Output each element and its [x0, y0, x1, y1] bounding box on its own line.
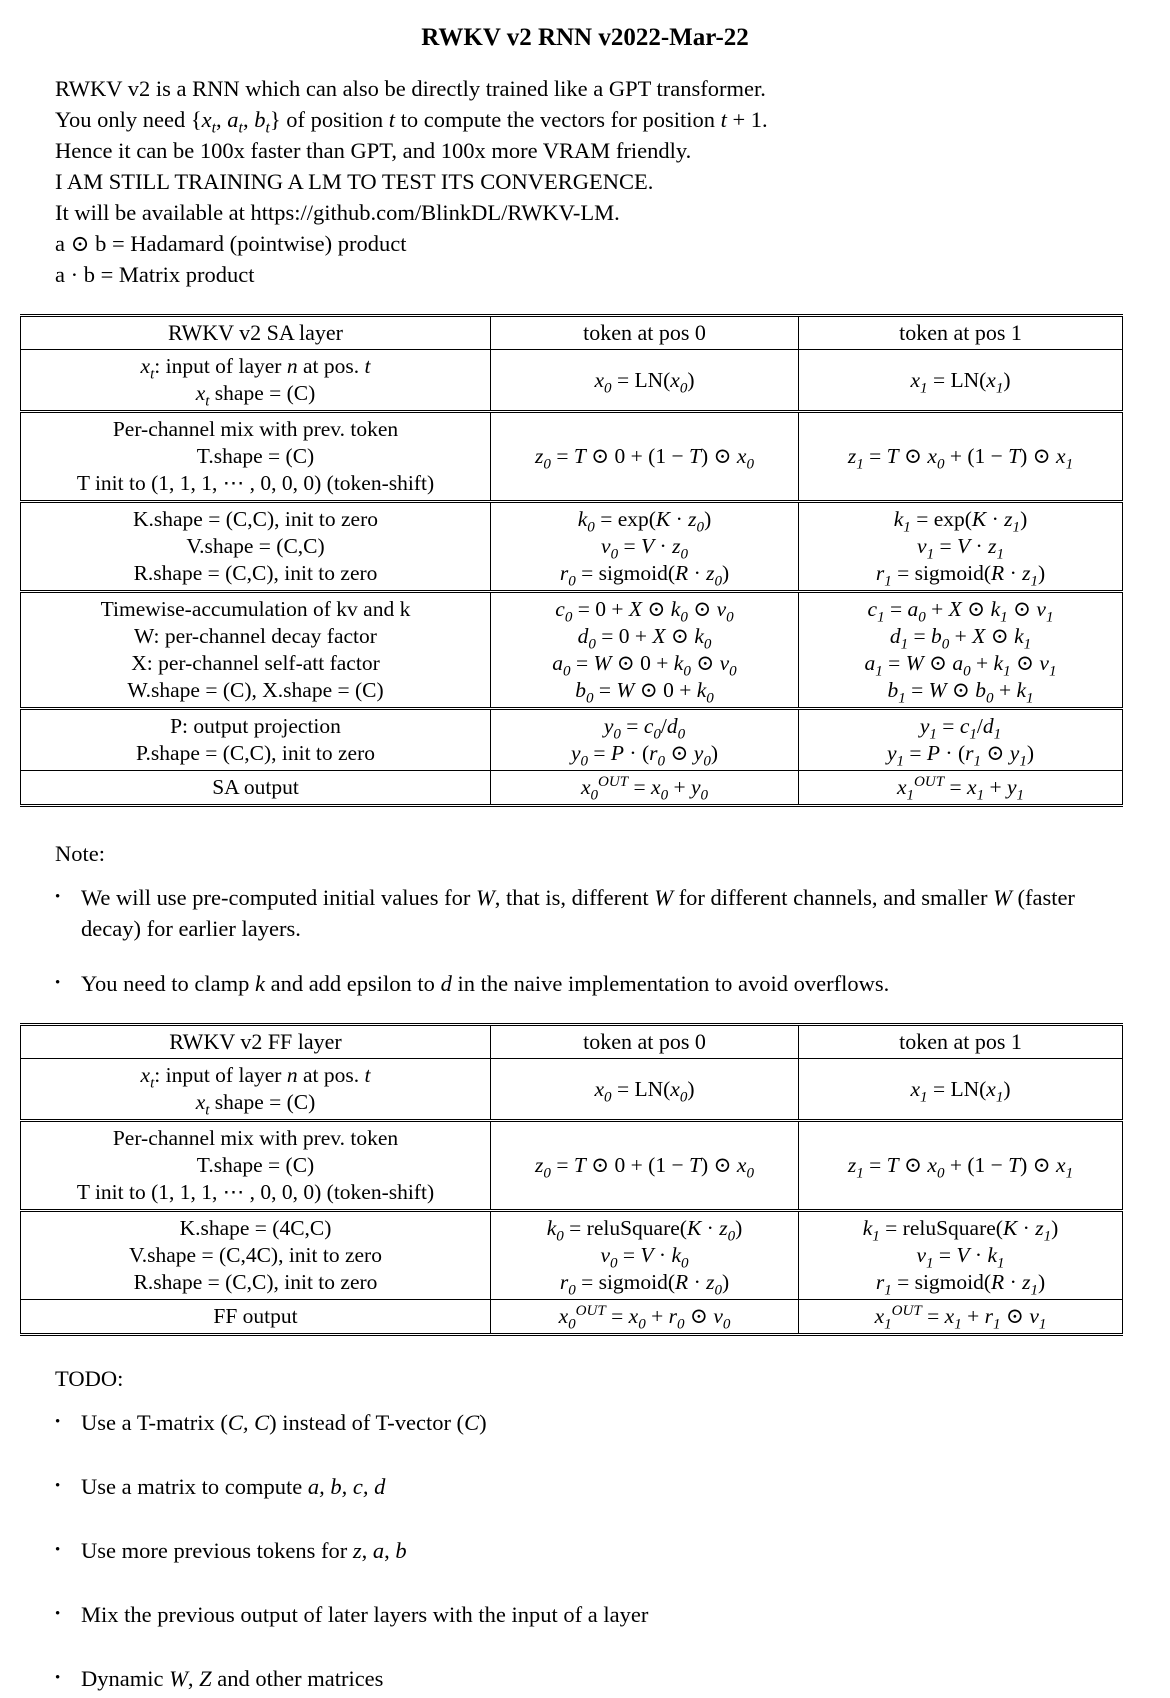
formula-line: $v_1 = V \cdot k_1$ — [916, 1243, 1005, 1272]
sa-input-desc-cell — [21, 350, 491, 412]
desc-line: $x_t$ shape = (C) — [195, 381, 316, 410]
formula-line: $x_1^{OUT} = x_1 + r_1$ ⊙ $v_1$ — [874, 1302, 1047, 1333]
todo-item-text: Dynamic W, Z and other matrices — [81, 1666, 384, 1691]
formula-line: $x_0 = LN(x_0)$ — [594, 1076, 695, 1105]
formula-line: $y_0 = c_0/d_0$ — [603, 714, 686, 743]
formula-line: $x_0^{OUT} = x_0 + y_0$ — [580, 773, 709, 804]
sa-output-desc-cell — [21, 771, 491, 806]
formula-line: $x_1 = LN(x_1)$ — [910, 367, 1011, 396]
sa-acc-pos1-cell — [799, 592, 1123, 709]
formula-line: $y_1 = P \cdot (r_1$ ⊙ $y_1$) — [886, 741, 1035, 770]
formula-line: $d_1 = b_0 + X$ ⊙ $k_1$ — [889, 624, 1032, 653]
sa-header-pos1: token at pos 1 — [799, 316, 1123, 350]
desc-line: $x_t$ shape = (C) — [195, 1090, 316, 1119]
desc-line: T.shape = (C) — [196, 1153, 315, 1177]
todo-item-text: Use a T-matrix (C, C) instead of T-vector (C) — [81, 1410, 487, 1435]
ff-row-kvr — [21, 1211, 1123, 1300]
formula-line: $c_1 = a_0 + X$ ⊙ $k_1$ ⊙ $v_1$ — [867, 597, 1054, 626]
desc-line: T init to (1, 1, 1, ⋯ , 0, 0, 0) (token-shift) — [76, 471, 435, 495]
formula-line: $y_1 = c_1/d_1$ — [919, 714, 1002, 743]
desc-line: Timewise-accumulation of kv and k — [100, 597, 411, 621]
ff-row-token-mix — [21, 1121, 1123, 1211]
todo-item — [55, 1663, 1130, 1694]
sa-output-pos1-cell — [799, 771, 1123, 806]
intro-line: Hence it can be 100x faster than GPT, and 100x more VRAM friendly. — [55, 138, 692, 163]
sa-input-pos0-cell — [491, 350, 799, 412]
desc-line: $x_t$: input of layer n at pos. t — [140, 1063, 371, 1092]
ff-output-pos0-cell — [491, 1300, 799, 1335]
note-item-text: You need to clamp k and add epsilon to d in the naive implementation to avoid overflows. — [81, 971, 890, 996]
formula-line: $k_0$ = reluSquare(K · $z_0$) — [546, 1216, 743, 1245]
desc-line: W: per-channel decay factor — [134, 624, 377, 648]
intro-paragraph — [55, 73, 1115, 290]
formula-line: $v_1 = V \cdot z_1$ — [917, 534, 1004, 563]
intro-line: I AM STILL TRAINING A LM TO TEST ITS CONVERGENCE. — [55, 169, 654, 194]
desc-line: T.shape = (C) — [196, 444, 315, 468]
todo-item — [55, 1471, 1130, 1502]
ff-header-layer: RWKV v2 FF layer — [21, 1025, 491, 1059]
ff-layer-table — [20, 1023, 1123, 1336]
desc-line: T init to (1, 1, 1, ⋯ , 0, 0, 0) (token-shift) — [76, 1180, 435, 1204]
formula-line: $r_0$ = sigmoid(R · $z_0$) — [559, 561, 730, 590]
note-list — [55, 882, 1130, 999]
formula-line: $y_0 = P \cdot (r_0$ ⊙ $y_0$) — [570, 741, 719, 770]
note-item — [55, 882, 1130, 944]
todo-item — [55, 1599, 1130, 1630]
formula-line: $v_0 = V \cdot z_0$ — [601, 534, 688, 563]
sa-output-pos0-cell — [491, 771, 799, 806]
formula-line: $k_0 = \exp(K \cdot z_0)$ — [577, 507, 712, 536]
formula-line: $k_1 = \exp(K \cdot z_1)$ — [893, 507, 1028, 536]
desc-line: Per-channel mix with prev. token — [112, 1126, 399, 1150]
formula-line: $x_1^{OUT} = x_1 + y_1$ — [896, 773, 1025, 804]
sa-kvr-pos1-cell — [799, 502, 1123, 592]
formula-line: $b_0 = W$ ⊙ $0 + k_0$ — [575, 678, 714, 707]
ff-mix-pos1-cell — [799, 1121, 1123, 1211]
desc-line: R.shape = (C,C), init to zero — [133, 1270, 378, 1294]
sa-kvr-pos0-cell — [491, 502, 799, 592]
bullet-icon: • — [55, 975, 61, 991]
ff-kvr-desc-cell — [21, 1211, 491, 1300]
desc-line: K.shape = (4C,C) — [179, 1216, 332, 1240]
sa-acc-pos0-cell — [491, 592, 799, 709]
formula-line: $z_1 = T$ ⊙ $x_0 + (1 - T)$ ⊙ $x_1$ — [847, 1153, 1074, 1182]
desc-line: W.shape = (C), X.shape = (C) — [127, 678, 384, 702]
intro-line: You only need {$x_t$, $a_t$, $b_t$} of position t to compute the vectors for position t + 1. — [55, 107, 768, 137]
desc-line: V.shape = (C,C) — [186, 534, 325, 558]
formula-line: $r_1$ = sigmoid(R · $z_1$) — [875, 561, 1046, 590]
sa-header-layer: RWKV v2 SA layer — [21, 316, 491, 350]
desc-line: P.shape = (C,C), init to zero — [135, 741, 376, 765]
ff-output-pos1-cell — [799, 1300, 1123, 1335]
formula-line: $v_0 = V \cdot k_0$ — [600, 1243, 689, 1272]
sa-row-kvr — [21, 502, 1123, 592]
formula-line: $b_1 = W$ ⊙ $b_0 + k_1$ — [887, 678, 1034, 707]
sa-layer-table — [20, 314, 1123, 807]
document-page — [0, 24, 1170, 1698]
formula-line: $z_0 = T$ ⊙ 0 + (1 − T) ⊙ $x_0$ — [535, 444, 754, 473]
formula-line: $k_1$ = reluSquare(K · $z_1$) — [862, 1216, 1059, 1245]
note-item — [55, 968, 1130, 999]
ff-mix-desc-cell — [21, 1121, 491, 1211]
page-title: RWKV v2 RNN v2022-Mar-22 — [421, 24, 749, 51]
formula-line: $x_1 = LN(x_1)$ — [910, 1076, 1011, 1105]
formula-line: $z_1 = T$ ⊙ $x_0 + (1 - T)$ ⊙ $x_1$ — [847, 444, 1074, 473]
sa-header-pos0: token at pos 0 — [491, 316, 799, 350]
desc-line: K.shape = (C,C), init to zero — [133, 507, 378, 531]
desc-line: Per-channel mix with prev. token — [112, 417, 399, 441]
bullet-icon: • — [55, 1414, 61, 1430]
sa-proj-desc-cell — [21, 709, 491, 771]
todo-item-text: Use a matrix to compute a, b, c, d — [81, 1474, 386, 1499]
sa-input-pos1-cell — [799, 350, 1123, 412]
ff-header-pos0: token at pos 0 — [491, 1025, 799, 1059]
note-label: Note: — [55, 841, 105, 866]
ff-row-output — [21, 1300, 1123, 1335]
sa-acc-desc-cell — [21, 592, 491, 709]
ff-mix-pos0-cell — [491, 1121, 799, 1211]
sa-mix-pos1-cell — [799, 412, 1123, 502]
sa-row-token-mix — [21, 412, 1123, 502]
repo-url-line: It will be available at https://github.com/BlinkDL/RWKV-LM. — [55, 200, 620, 225]
bullet-icon: • — [55, 1670, 61, 1686]
ff-header-pos1: token at pos 1 — [799, 1025, 1123, 1059]
ff-input-desc-cell — [21, 1059, 491, 1121]
formula-line: $r_0$ = sigmoid(R · $z_0$) — [559, 1270, 730, 1299]
desc-line: FF output — [213, 1304, 298, 1328]
sa-row-input — [21, 350, 1123, 412]
formula-line: $a_1 = W$ ⊙ $a_0 + k_1$ ⊙ $v_1$ — [864, 651, 1057, 680]
formula-line: $r_1$ = sigmoid(R · $z_1$) — [875, 1270, 1046, 1299]
todo-item — [55, 1535, 1130, 1566]
sa-proj-pos0-cell — [491, 709, 799, 771]
bullet-icon: • — [55, 1606, 61, 1622]
desc-line: V.shape = (C,4C), init to zero — [129, 1243, 382, 1267]
sa-row-projection — [21, 709, 1123, 771]
bullet-icon: • — [55, 1542, 61, 1558]
sa-header-row — [21, 316, 1123, 350]
formula-line: $x_0^{OUT} = x_0 + r_0$ ⊙ $v_0$ — [558, 1302, 731, 1333]
formula-line: $x_0 = LN(x_0)$ — [594, 367, 695, 396]
ff-header-row — [21, 1025, 1123, 1059]
ff-output-desc-cell — [21, 1300, 491, 1335]
ff-input-pos0-cell — [491, 1059, 799, 1121]
desc-line: X: per-channel self-att factor — [131, 651, 380, 675]
formula-line: $a_0 = W$ ⊙ $0 + k_0$ ⊙ $v_0$ — [552, 651, 737, 680]
desc-line: P: output projection — [170, 714, 341, 738]
bullet-icon: • — [55, 1478, 61, 1494]
sa-mix-pos0-cell — [491, 412, 799, 502]
formula-line: $d_0 = 0 + X$ ⊙ $k_0$ — [577, 624, 712, 653]
sa-mix-desc-cell — [21, 412, 491, 502]
ff-input-pos1-cell — [799, 1059, 1123, 1121]
todo-label: TODO: — [55, 1366, 124, 1391]
sa-kvr-desc-cell — [21, 502, 491, 592]
ff-kvr-pos1-cell — [799, 1211, 1123, 1300]
bullet-icon: • — [55, 889, 61, 905]
ff-kvr-pos0-cell — [491, 1211, 799, 1300]
todo-item-text: Mix the previous output of later layers with the input of a layer — [81, 1602, 649, 1627]
sa-proj-pos1-cell — [799, 709, 1123, 771]
todo-item — [55, 1407, 1130, 1438]
desc-line: R.shape = (C,C), init to zero — [133, 561, 378, 585]
intro-line: RWKV v2 is a RNN which can also be directly trained like a GPT transformer. — [55, 76, 766, 101]
sa-row-output — [21, 771, 1123, 806]
formula-line: $z_0 = T$ ⊙ 0 + (1 − T) ⊙ $x_0$ — [535, 1153, 754, 1182]
desc-line: SA output — [212, 775, 299, 799]
matrix-product-definition-line: a · b = Matrix product — [55, 262, 255, 287]
ff-row-input — [21, 1059, 1123, 1121]
desc-line: $x_t$: input of layer n at pos. t — [140, 354, 371, 383]
sa-row-accumulation — [21, 592, 1123, 709]
todo-item-text: Use more previous tokens for z, a, b — [81, 1538, 407, 1563]
formula-line: $c_0 = 0 + X$ ⊙ $k_0$ ⊙ $v_0$ — [555, 597, 734, 626]
hadamard-definition-line: a ⊙ b = Hadamard (pointwise) product — [55, 231, 407, 256]
todo-list — [55, 1407, 1130, 1694]
note-item-text: We will use pre-computed initial values for W, that is, different W for different channels, and smaller W (faster decay) for earlier layers. — [81, 885, 1075, 941]
